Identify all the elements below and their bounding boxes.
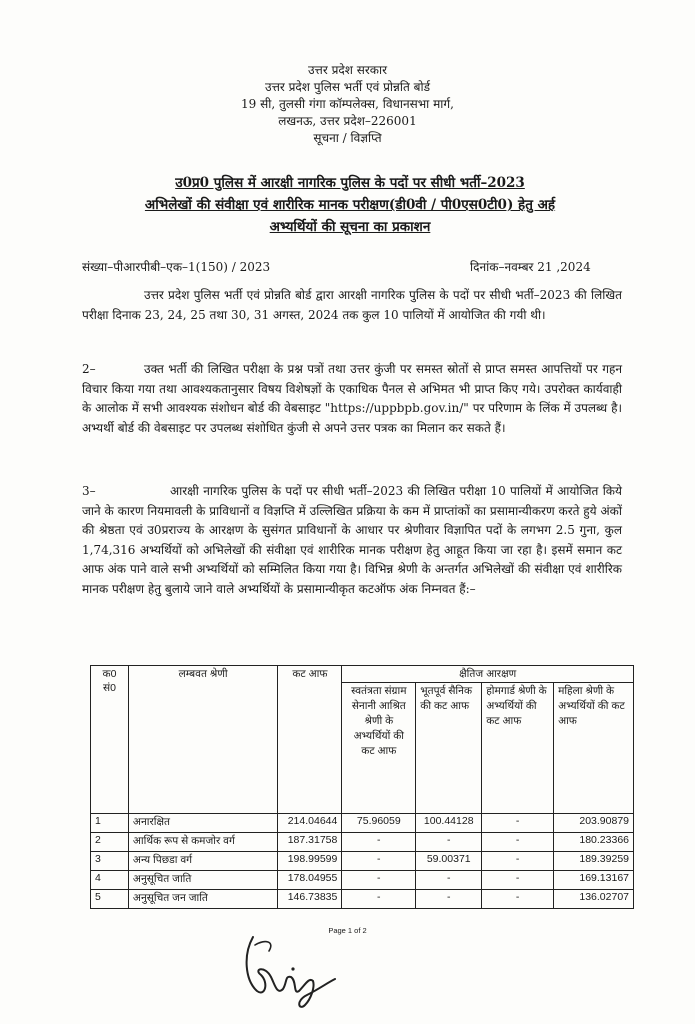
cell-exservice: - — [416, 833, 482, 852]
cell-freedom: - — [342, 852, 416, 871]
header-horizontal-reservation: क्षैतिज आरक्षण — [342, 666, 634, 683]
cell-category: आर्थिक रूप से कमजोर वर्ग — [128, 833, 277, 852]
cell-freedom: 75.96059 — [342, 814, 416, 833]
cell-homeguard: - — [482, 890, 554, 909]
cell-sno: 4 — [91, 871, 129, 890]
paragraph-2-text: उक्त भर्ती की लिखित परीक्षा के प्रश्न पत्रों तथा उत्तर कुंजी पर समस्त स्रोतों से प्राप्त समस्त आपत्तियों पर गहन विचार किया गया तथा आवश्यकतानुसार विषय विशेषज्ञों के एकाधिक पैनल से अभिमत भी प्राप्त किए गये। उपरोक्त कार्यवाही के आलोक में सभी आवश्यक संशोधन बोर्ड की वेबसाइट "https://uppbpb.gov.in/" पर परिणाम के लिंक में उपलब्ध है। अभ्यर्थी बोर्ड की वेबसाइट पर उपलब्ध संशोधित कुंजी से अपने उत्तर पत्रक का मिलान कर सकते हैं। — [82, 362, 622, 435]
header-ex-serviceman: भूतपूर्व सैनिक की कट आफ — [416, 683, 482, 814]
letterhead — [0, 62, 695, 147]
cell-sno: 5 — [91, 890, 129, 909]
cell-women: 189.39259 — [554, 852, 634, 871]
table-row — [91, 890, 634, 909]
header-category: लम्बवत श्रेणी — [128, 666, 277, 814]
title-line-3: अभ्यर्थियों की सूचना का प्रकाशन — [269, 219, 431, 235]
title-line-2: अभिलेखों की संवीक्षा एवं शारीरिक मानक परीक्षण(डी0वी / पी0एस0टी0) हेतु अर्ह — [144, 197, 556, 213]
cell-cutoff: 187.31758 — [278, 833, 342, 852]
table-row — [91, 833, 634, 852]
cell-cutoff: 146.73835 — [278, 890, 342, 909]
cell-homeguard: - — [482, 871, 554, 890]
header-cutoff: कट आफ — [278, 666, 342, 814]
header-sno: क0 सं0 — [91, 666, 129, 814]
cell-homeguard: - — [482, 852, 554, 871]
paragraph-3-text: आरक्षी नागरिक पुलिस के पदों पर सीधी भर्ती–2023 की लिखित परीक्षा 10 पालियों में आयोजित किये जाने के कारण नियमावली के प्राविधानों व विज्ञप्ति में उल्लिखित प्रक्रिया के कम में प्राप्तांकों का प्रसामान्यीकरण करते हुये अंकों की श्रेष्ठता एवं उ0प्रराज्य के आरक्षण के सुसंगत प्राविधानों के आधार पर श्रेणीवार विज्ञापित पदों के लगभग 2.5 गुना, कुल 1,74,316 अभ्यर्थियों को अभिलेखों की संवीक्षा एवं शारीरिक मानक परीक्षण हेतु आहूत किया जा रहा है। इसमें समान कट आफ अंक पाने वाले सभी अभ्यर्थियों को सम्मिलित किया गया है। विभिन्न श्रेणी के अन्तर्गत अभिलेखों की संवीक्षा एवं शारीरिक मानक परीक्षण हेतु बुलाये जाने वाले अभ्यर्थियों के प्रसामान्यीकृत कटऑफ अंक निम्नवत हैं:– — [82, 484, 622, 596]
cell-category: अनारक्षित — [128, 814, 277, 833]
cell-cutoff: 198.99599 — [278, 852, 342, 871]
cell-freedom: - — [342, 871, 416, 890]
cell-homeguard: - — [482, 814, 554, 833]
header-women: महिला श्रेणी के अभ्यर्थियों की कट आफ — [554, 683, 634, 814]
cell-exservice: 59.00371 — [416, 852, 482, 871]
cutoff-table — [90, 665, 634, 909]
cell-cutoff: 214.04644 — [278, 814, 342, 833]
reference-number: संख्या–पीआरपीबी–एक–1(150) / 2023 — [82, 260, 271, 274]
paragraph-3-number: 3– — [82, 484, 96, 498]
cell-women: 203.90879 — [554, 814, 634, 833]
cell-women: 136.02707 — [554, 890, 634, 909]
board-address: 19 सी, तुलसी गंगा कॉम्पलेक्स, विधानसभा मार्ग, — [241, 97, 454, 111]
cell-exservice: 100.44128 — [416, 814, 482, 833]
paragraph-3 — [82, 482, 622, 600]
notice-type: सूचना / विज्ञप्ति — [313, 131, 382, 145]
paragraph-1 — [82, 286, 622, 325]
header-freedom-fighter: स्वतंत्रता संग्राम सेनानी आश्रित श्रेणी के अभ्यर्थियों की कट आफ — [342, 683, 416, 814]
paragraph-2-number: 2– — [82, 362, 96, 376]
page-number: Page 1 of 2 — [328, 926, 367, 935]
board-city: लखनऊ, उत्तर प्रदेश–226001 — [278, 114, 417, 128]
cell-sno: 1 — [91, 814, 129, 833]
table-row — [91, 871, 634, 890]
board-name: उत्तर प्रदेश पुलिस भर्ती एवं प्रोन्नति बोर्ड — [265, 80, 430, 94]
title-line-1: उ0प्र0 पुलिस में आरक्षी नागरिक पुलिस के पदों पर सीधी भर्ती–2023 — [175, 175, 525, 191]
notice-title — [60, 172, 640, 238]
header-homeguard: होमगार्ड श्रेणी के अभ्यर्थियों की कट आफ — [482, 683, 554, 814]
paragraph-2 — [82, 360, 622, 438]
table-row — [91, 814, 634, 833]
cell-category: अन्य पिछडा वर्ग — [128, 852, 277, 871]
cell-exservice: - — [416, 890, 482, 909]
table-row — [91, 852, 634, 871]
cell-freedom: - — [342, 833, 416, 852]
cell-cutoff: 178.04955 — [278, 871, 342, 890]
cell-women: 180.23366 — [554, 833, 634, 852]
cell-category: अनुसूचित जन जाति — [128, 890, 277, 909]
cell-exservice: - — [416, 871, 482, 890]
signature-image — [235, 925, 345, 1015]
paragraph-1-text: उत्तर प्रदेश पुलिस भर्ती एवं प्रोन्नति बोर्ड द्वारा आरक्षी नागरिक पुलिस के पदों पर सीधी भर्ती–2023 की लिखित परीक्षा दिनाक 23, 24, 25 तथा 30, 31 अगस्त, 2024 तक कुल 10 पालियों में आयोजित की गयी थी। — [82, 288, 622, 322]
government-name: उत्तर प्रदेश सरकार — [307, 63, 388, 77]
notice-date: दिनांक–नवम्बर 21 ,2024 — [470, 260, 591, 274]
cell-sno: 2 — [91, 833, 129, 852]
cell-category: अनुसूचित जाति — [128, 871, 277, 890]
cell-freedom: - — [342, 890, 416, 909]
cell-sno: 3 — [91, 852, 129, 871]
cell-women: 169.13167 — [554, 871, 634, 890]
cell-homeguard: - — [482, 833, 554, 852]
